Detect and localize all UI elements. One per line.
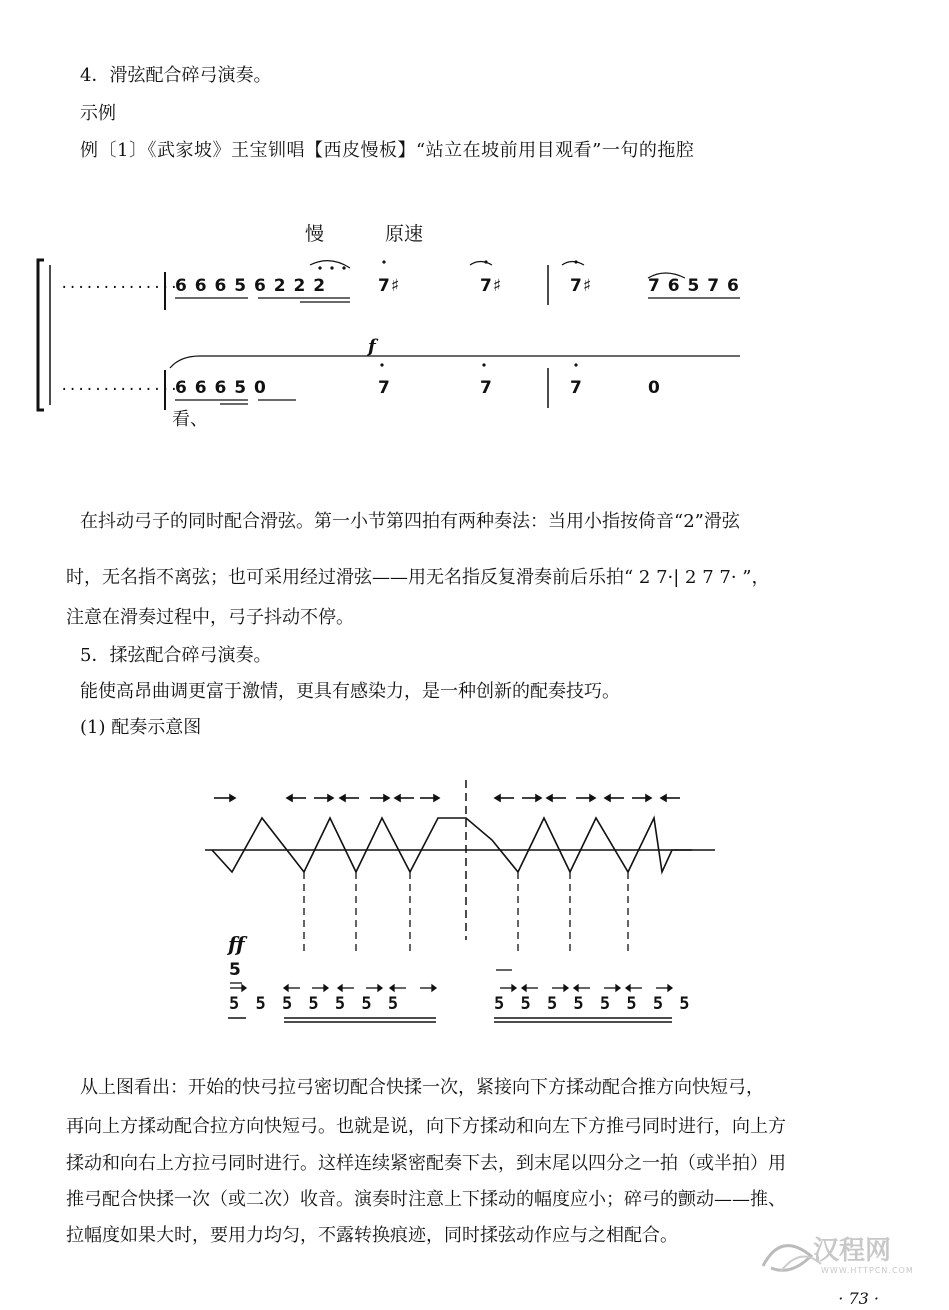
upper-part-label: ·············· bbox=[60, 280, 179, 296]
lyric: 看、 bbox=[172, 409, 208, 430]
dynamic-forte: f bbox=[368, 336, 376, 357]
octave-dot bbox=[484, 260, 487, 263]
site-watermark bbox=[751, 1226, 931, 1286]
grace-slur bbox=[562, 262, 584, 266]
para2-line1: 从上图看出：开始的快弓拉弓密切配合快揉一次，紧接向下方揉动配合推方向快短弓， bbox=[80, 1077, 764, 1098]
diagram-notes-left: 5 5 5 5 5 5 5 bbox=[229, 994, 402, 1014]
vibrato-bowing-diagram bbox=[200, 780, 720, 1030]
tempo-original: 原速 bbox=[385, 223, 424, 245]
lower-measure-2-a: 7 bbox=[570, 378, 583, 398]
para1-line3: 注意在滑奏过程中，弓子抖动不停。 bbox=[66, 607, 354, 628]
octave-dot bbox=[318, 266, 321, 269]
lower-note-b: 7 bbox=[378, 378, 391, 398]
section-5-heading: 5．揉弦配合碎弓演奏。 bbox=[80, 645, 272, 666]
diagram-label: (1) 配奏示意图 bbox=[80, 717, 202, 738]
section-5-intro: 能使高昂曲调更富于激情，更具有感染力，是一种创新的配奏技巧。 bbox=[80, 681, 620, 702]
octave-dot bbox=[380, 363, 383, 366]
octave-dot bbox=[482, 363, 485, 366]
para2-line4: 推弓配合快揉一次（或二次）收音。演奏时注意上下揉动的幅度应小；碎弓的颤动——推、 bbox=[66, 1189, 786, 1210]
vibrato-waveform bbox=[212, 818, 692, 872]
watermark-url: WWW.HTTPCN.COM bbox=[821, 1266, 914, 1275]
dynamic-fortissimo: ff bbox=[228, 932, 245, 956]
bow-direction-arrows bbox=[214, 795, 680, 801]
upper-measure-2-b: 7 6 5 7 6 bbox=[648, 276, 740, 296]
upper-measure-2-a: 7♯ bbox=[570, 276, 593, 296]
diagram-notes-right: 5 5 5 5 5 5 5 5 bbox=[494, 994, 693, 1014]
lower-note-c: 7 bbox=[480, 378, 493, 398]
example-title: 例〔1〕《武家坡》王宝钏唱【西皮慢板】“站立在坡前用目观看”一句的拖腔 bbox=[80, 140, 695, 161]
upper-note-b: 7♯ bbox=[378, 276, 401, 296]
para1-line2: 时，无名指不离弦；也可采用经过滑弦——用无名指反复滑奏前后乐拍“ 2 7·| 2 7 7· ”， bbox=[66, 567, 770, 588]
tempo-slow: 慢 bbox=[305, 223, 325, 245]
para1-line1: 在抖动弓子的同时配合滑弦。第一小节第四拍有两种奏法：当用小指按倚音“2”滑弦 bbox=[80, 511, 740, 532]
watermark-text: 汉程网 bbox=[813, 1236, 892, 1266]
note-bow-arrows bbox=[230, 985, 672, 991]
page-number: · 73 · bbox=[838, 1289, 879, 1308]
lower-measure-2-b: 0 bbox=[648, 378, 661, 398]
grace-slur bbox=[470, 262, 492, 266]
octave-dot bbox=[342, 266, 345, 269]
octave-dot bbox=[574, 363, 577, 366]
para2-line5: 拉幅度如果大时，要用力均匀，不露转换痕迹，同时揉弦动作应与之相配合。 bbox=[66, 1225, 678, 1246]
para2-line3: 揉动和向右上方拉弓同时进行。这样连续紧密配奏下去，到末尾以四分之一拍（或半拍）用 bbox=[66, 1153, 786, 1174]
lower-measure-1: 6 6 6 5 0 bbox=[175, 378, 267, 398]
diagram-top-note: 5 bbox=[229, 960, 242, 980]
system-brace bbox=[38, 260, 44, 410]
octave-dot bbox=[382, 260, 385, 263]
upper-measure-1: 6 6 6 5 6 2 2 2 bbox=[175, 276, 327, 296]
lower-part-label: ·············· bbox=[60, 382, 179, 398]
example-label: 示例 bbox=[80, 103, 116, 124]
score-example-1 bbox=[0, 210, 949, 470]
octave-dot bbox=[330, 266, 333, 269]
upper-note-c: 7♯ bbox=[480, 276, 503, 296]
phrase-slur bbox=[170, 356, 740, 368]
section-4-heading: 4．滑弦配合碎弓演奏。 bbox=[80, 65, 272, 86]
para2-line2: 再向上方揉动配合拉方向快短弓。也就是说，向下方揉动和向左下方推弓同时进行，向上方 bbox=[66, 1116, 786, 1137]
octave-dot bbox=[574, 260, 577, 263]
